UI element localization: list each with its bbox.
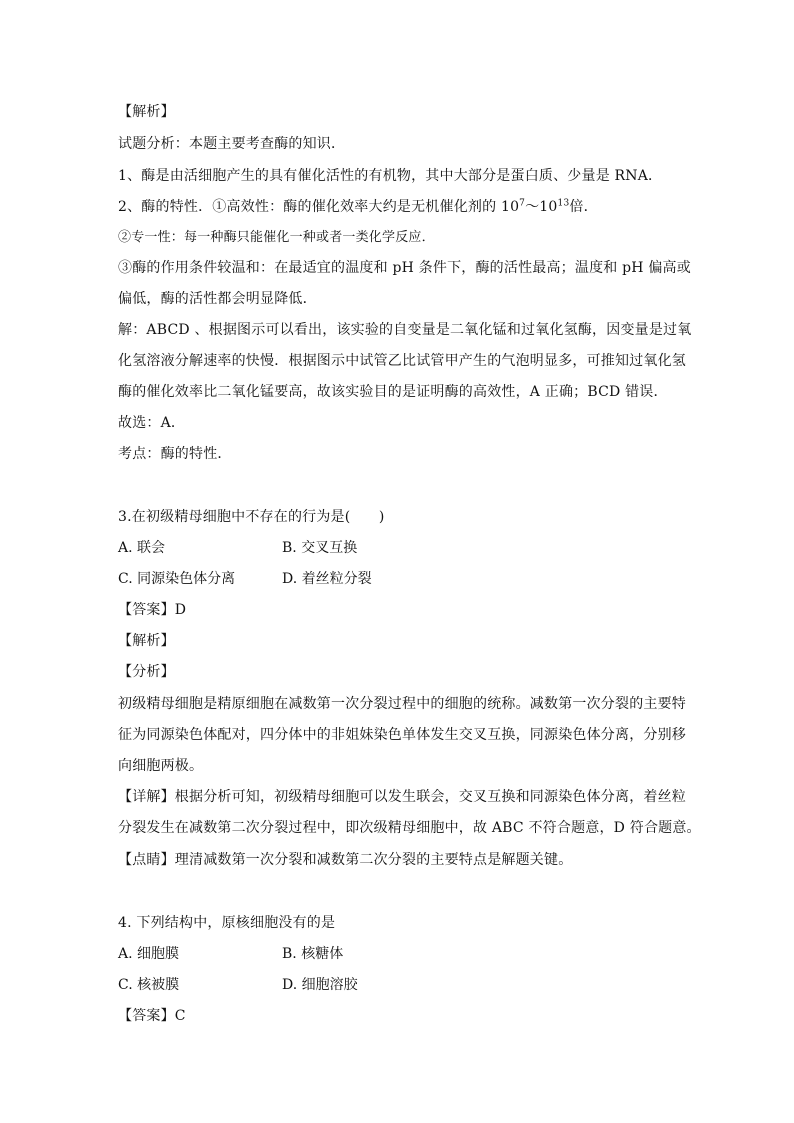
q3-fenxi-line-2: 征为同源染色体配对，四分体中的非姐妹染色单体发生交叉互换，同源染色体分离，分别移 bbox=[118, 727, 686, 743]
q3-comment: 【点睛】理清减数第一次分裂和减数第二次分裂的主要特点是解题关键。 bbox=[118, 852, 573, 868]
q4-option-d: D. 细胞溶胶 bbox=[282, 977, 358, 993]
q3-option-a: A. 联会 bbox=[118, 540, 166, 556]
q3-option-b: B. 交叉互换 bbox=[282, 540, 358, 556]
q3-answer: 【答案】D bbox=[118, 602, 187, 618]
exam-point-line: 考点：酶的特性． bbox=[118, 446, 232, 462]
q3-fenxi-line-1: 初级精母细胞是精原细胞在减数第一次分裂过程中的细胞的统称。减数第一次分裂的主要特 bbox=[118, 696, 686, 712]
q3-detail-line-1: 【详解】根据分析可知，初级精母细胞可以发生联会，交叉互换和同源染色体分离，着丝粒 bbox=[118, 789, 686, 805]
q3-option-d: D. 着丝粒分裂 bbox=[282, 571, 372, 587]
analysis-point-2: 2、酶的特性．①高效性：酶的催化效率大约是无机催化剂的 $10^7\sim 10^{13}$倍． bbox=[118, 198, 598, 215]
choice-line: 故选：A． bbox=[118, 415, 186, 431]
q4-option-a: A. 细胞膜 bbox=[118, 946, 180, 962]
analysis-point-4-line-2: 偏低，酶的活性都会明显降低． bbox=[118, 291, 317, 307]
q4-option-c: C. 核被膜 bbox=[118, 977, 180, 993]
analysis-point-3: ②专一性：每一种酶只能催化一种或者一类化学反应． bbox=[118, 230, 435, 245]
analysis-header: 【解析】 bbox=[118, 104, 175, 120]
q3-detail-line-2: 分裂发生在减数第二次分裂过程中，即次级精母细胞中，故 ABC 不符合题意，D 符合题意。 bbox=[118, 820, 701, 836]
analysis-point-1: 1、酶是由活细胞产生的具有催化活性的有机物，其中大部分是蛋白质、少量是 RNA． bbox=[118, 168, 663, 184]
question-3-stem: 3.在初级精母细胞中不存在的行为是( ) bbox=[118, 509, 385, 525]
q3-fenxi-header: 【分析】 bbox=[118, 664, 175, 680]
q4-option-b: B. 核糖体 bbox=[282, 946, 344, 962]
q3-analysis-header: 【解析】 bbox=[118, 633, 175, 649]
q3-fenxi-line-3: 向细胞两极。 bbox=[118, 758, 204, 774]
question-4-stem: 4. 下列结构中，原核细胞没有的是 bbox=[118, 915, 336, 931]
analysis-intro: 试题分析：本题主要考查酶的知识． bbox=[118, 136, 346, 152]
solution-line-3: 酶的催化效率比二氧化锰要高，故该实验目的是证明酶的高效性，A 正确；BCD 错误． bbox=[118, 384, 668, 400]
solution-line-1: 解：ABCD 、根据图示可以看出，该实验的自变量是二氧化锰和过氧化氢酶，因变量是过氧 bbox=[118, 322, 692, 338]
q3-option-c: C. 同源染色体分离 bbox=[118, 571, 236, 587]
solution-line-2: 化氢溶液分解速率的快慢．根据图示中试管乙比试管甲产生的气泡明显多，可推知过氧化氢 bbox=[118, 353, 686, 369]
q4-answer: 【答案】C bbox=[118, 1008, 186, 1024]
analysis-point-4-line-1: ③酶的作用条件较温和：在最适宜的温度和 pH 条件下，酶的活性最高；温度和 pH 偏高或 bbox=[118, 260, 691, 276]
